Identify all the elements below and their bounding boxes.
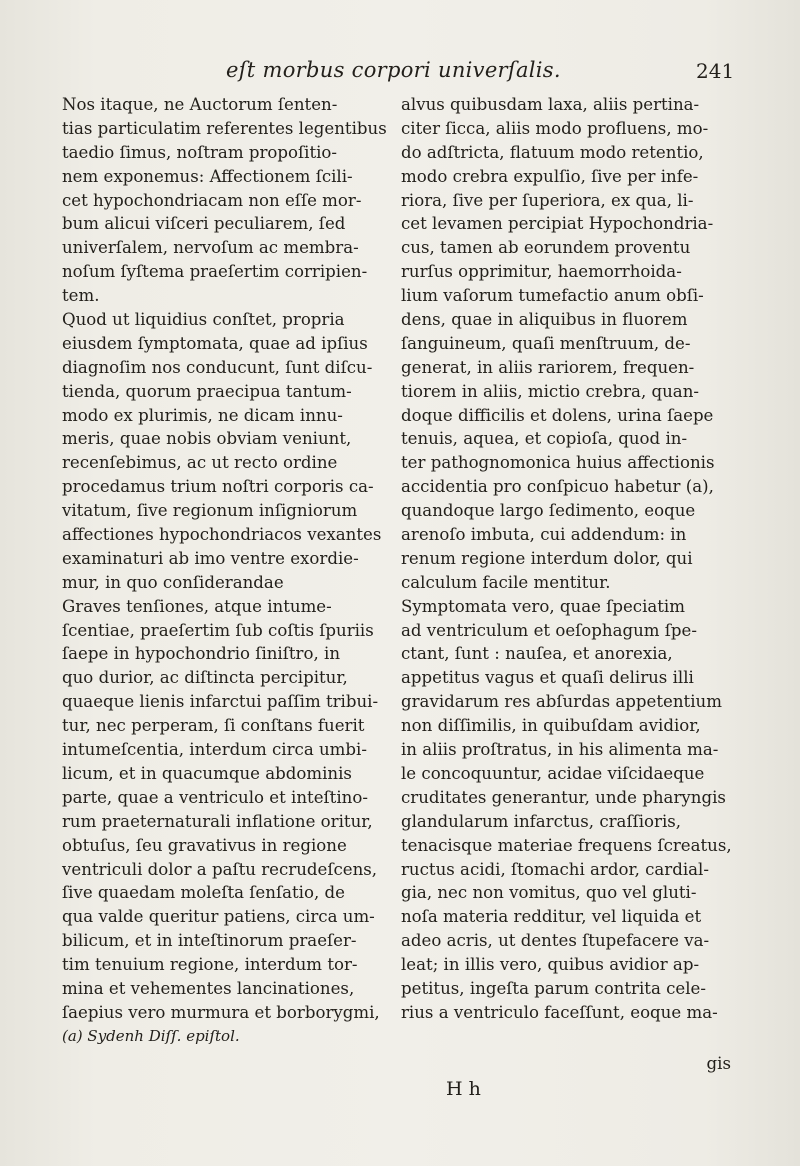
text-line: tenuis, aquea, et copioſa, quod in- bbox=[401, 429, 688, 449]
text-line: ſive quaedam moleſta ſenſatio, de bbox=[62, 883, 345, 903]
text-line: bilicum, et in inteſtinorum praeſer- bbox=[62, 931, 357, 951]
text-line: Graves tenſiones, atque intume- bbox=[62, 596, 332, 616]
text-line: dens, quae in aliquibus in fluorem bbox=[401, 310, 688, 330]
text-line: in aliis proſtratus, in his alimenta ma- bbox=[401, 740, 719, 760]
text-line: tiorem in aliis, mictio crebra, quan- bbox=[401, 381, 699, 401]
text-line: do adſtricta, flatuum modo retentio, bbox=[401, 142, 704, 162]
text-line: vitatum, ſive regionum inſigniorum bbox=[62, 501, 358, 521]
text-line: glandularum infarctus, craſſioris, bbox=[401, 811, 682, 831]
text-line: rum praeternaturali inflatione oritur, bbox=[62, 811, 373, 831]
text-line: ructus acidi, ſtomachi ardor, cardial- bbox=[401, 859, 709, 879]
text-line: tim tenuium regione, interdum tor- bbox=[62, 955, 358, 975]
page-number: 241 bbox=[696, 59, 735, 83]
text-line: gravidarum res abſurdas appetentium bbox=[401, 692, 722, 712]
text-line: modo crebra expulſio, ſive per infe- bbox=[401, 166, 699, 186]
text-line: diagnoſim nos conducunt, ſunt diſcu- bbox=[62, 357, 373, 377]
text-line: eiusdem ſymptomata, quae ad ipſius bbox=[62, 333, 368, 353]
text-line: licum, et in quacumque abdominis bbox=[62, 763, 352, 783]
text-line: obtuſus, ſeu gravativus in regione bbox=[62, 835, 347, 855]
text-line: non diſſimilis, in quibuſdam avidior, bbox=[401, 716, 701, 736]
text-line: tenacisque materiae frequens ſcreatus, bbox=[401, 835, 732, 855]
page-header bbox=[0, 58, 800, 88]
text-line: nem exponemus: Affectionem ſcili- bbox=[62, 166, 353, 186]
text-line: cruditates generantur, unde pharyngis bbox=[401, 787, 726, 807]
text-line: ctant, ſunt : nauſea, et anorexia, bbox=[401, 644, 673, 664]
text-line: cet hypochondriacam non eſſe mor- bbox=[62, 190, 362, 210]
footnote: (a) Sydenh Diſſ. epiſtol. bbox=[62, 1026, 240, 1045]
text-line: intumeſcentia, interdum circa umbi- bbox=[62, 740, 367, 760]
text-line: ventriculi dolor a paſtu recrudeſcens, bbox=[62, 859, 378, 879]
right-text-column bbox=[401, 93, 731, 1025]
text-line: cus, tamen ab eorundem proventu bbox=[401, 238, 691, 258]
text-line: procedamus trium noſtri corporis ca- bbox=[62, 477, 374, 497]
text-line: quo durior, ac diſtincta percipitur, bbox=[62, 668, 348, 688]
text-line: generat, in aliis rariorem, frequen- bbox=[401, 357, 695, 377]
text-line: leat; in illis vero, quibus avidior ap- bbox=[401, 955, 700, 975]
text-line: modo ex plurimis, ne dicam innu- bbox=[62, 405, 343, 425]
text-line: univerſalem, nervoſum ac membra- bbox=[62, 238, 359, 258]
left-text-column bbox=[62, 93, 395, 1049]
text-line: tienda, quorum praecipua tantum- bbox=[62, 381, 352, 401]
text-line: renum regione interdum dolor, qui bbox=[401, 548, 693, 568]
text-line: alvus quibusdam laxa, aliis pertina- bbox=[401, 95, 700, 114]
text-line: appetitus vagus et quaſi delirus illi bbox=[401, 668, 694, 688]
text-line: meris, quae nobis obviam veniunt, bbox=[62, 429, 352, 449]
text-line: rius a ventriculo faceſſunt, eoque ma- bbox=[401, 1002, 718, 1022]
text-line: noſum ſyſtema praeſertim corripien- bbox=[62, 262, 368, 282]
text-line: mina et vehementes lancinationes, bbox=[62, 978, 355, 998]
text-line: examinaturi ab imo ventre exordie- bbox=[62, 548, 359, 568]
page-footer bbox=[401, 1054, 731, 1111]
text-line: tur, nec perperam, ſi conſtans fuerit bbox=[62, 716, 365, 736]
text-line: mur, in quo conſiderandae bbox=[62, 572, 284, 592]
text-line: rurſus opprimitur, haemorrhoida- bbox=[401, 262, 682, 282]
text-line: Symptomata vero, quae ſpeciatim bbox=[401, 596, 685, 616]
text-line: quandoque largo ſedimento, eoque bbox=[401, 501, 696, 521]
text-line: Quod ut liquidius conſtet, propria bbox=[62, 310, 345, 330]
text-line: qua valde queritur patiens, circa um- bbox=[62, 907, 375, 927]
text-line: bum alicui viſceri peculiarem, ſed bbox=[62, 214, 346, 234]
text-line: calculum facile mentitur. bbox=[401, 572, 611, 592]
text-line: ter pathognomonica huius affectionis bbox=[401, 453, 715, 473]
text-line: gia, nec non vomitus, quo vel gluti- bbox=[401, 883, 697, 903]
text-line: ſanguineum, quaſi menſtruum, de- bbox=[401, 333, 691, 353]
catchword: gis bbox=[706, 1054, 731, 1073]
text-line: ad ventriculum et oeſophagum ſpe- bbox=[401, 620, 697, 640]
text-line: taedio ſimus, noſtram propoſitio- bbox=[62, 142, 338, 162]
text-line: affectiones hypochondriacos vexantes bbox=[62, 525, 382, 545]
text-line: lium vaſorum tumefactio anum obſi- bbox=[401, 286, 704, 306]
text-line: riora, ſive per ſuperiora, ex qua, li- bbox=[401, 190, 694, 210]
text-line: parte, quae a ventriculo et inteſtino- bbox=[62, 787, 368, 807]
text-line: arenoſo imbuta, cui addendum: in bbox=[401, 525, 687, 545]
text-line: recenſebimus, ac ut recto ordine bbox=[62, 453, 338, 473]
text-line: citer ſicca, aliis modo profluens, mo- bbox=[401, 118, 709, 138]
text-line: tias particulatim referentes legentibus bbox=[62, 118, 387, 138]
text-line: adeo acris, ut dentes ſtupefacere va- bbox=[401, 931, 710, 951]
text-line: cet levamen percipiat Hypochondria- bbox=[401, 214, 714, 234]
text-line: doque difficilis et dolens, urina ſaepe bbox=[401, 405, 714, 425]
text-line: accidentia pro conſpicuo habetur (a), bbox=[401, 477, 714, 497]
text-line: tem. bbox=[62, 286, 100, 306]
running-title: eſt morbus corpori univerſalis. bbox=[226, 58, 561, 82]
text-line: ſaepe in hypochondrio ſiniſtro, in bbox=[62, 644, 341, 664]
text-line: Nos itaque, ne Auctorum ſenten- bbox=[62, 95, 338, 114]
text-line: ſaepius vero murmura et borborygmi, bbox=[62, 1002, 380, 1022]
text-line: petitus, ingeſta parum contrita cele- bbox=[401, 978, 706, 998]
text-line: noſa materia redditur, vel liquida et bbox=[401, 907, 702, 927]
signature-mark: H h bbox=[446, 1078, 481, 1100]
text-line: ſcentiae, praeſertim ſub coſtis ſpuriis bbox=[62, 620, 374, 640]
text-line: le concoquuntur, acidae viſcidaeque bbox=[401, 763, 705, 783]
text-line: quaeque lienis infarctui paſſim tribui- bbox=[62, 692, 379, 712]
